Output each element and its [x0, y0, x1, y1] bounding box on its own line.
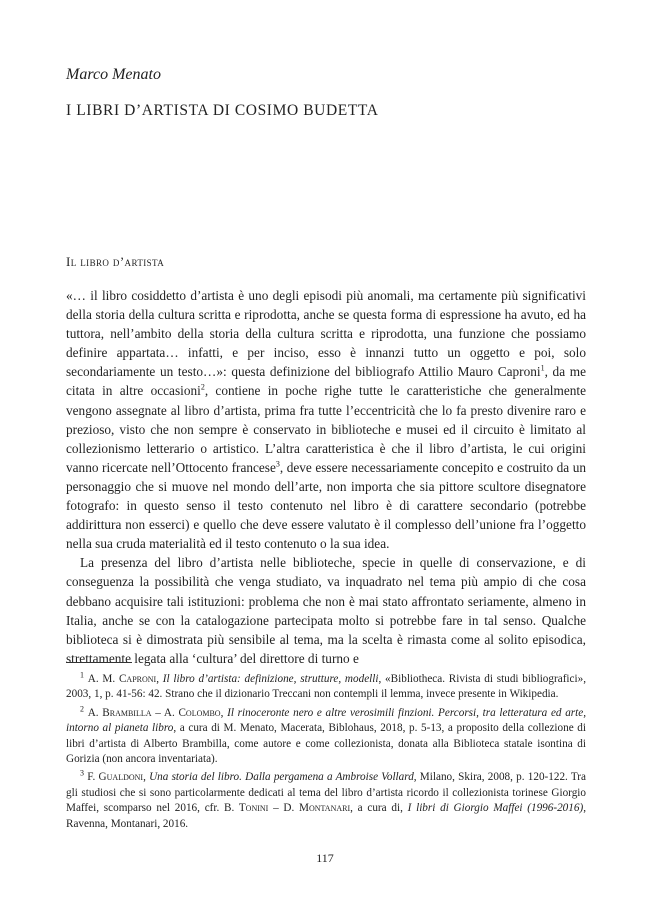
paragraph-2: La presenza del libro d’artista nelle biblioteche, specie in quelle di conservazione, e di conseguenza la possibilità che venga studiato, va inquadrato nel tema più ampio di che cosa debbano acquisire tali istituzioni: problema che non è mai stato affrontato seriamente, almeno in Italia, anche se con la catalogazione partecipata molto si potrebbe fare in tal senso. Qualche biblioteca si è dimostrata più sensibile al tema, ma la scelta è rimasta come al solito episodica, strettamente legata alla ‘cultura’ del direttore di turno e: [66, 555, 586, 666]
article-title: I LIBRI D’ARTISTA DI COSIMO BUDETTA: [66, 102, 379, 119]
footnote-number-3: 3: [80, 768, 84, 778]
footnote-number-2: 2: [80, 704, 84, 714]
footnote-3-title: Una storia del libro. Dalla pergamena a Ambroise Vollard: [149, 771, 414, 784]
paragraph-1-part-c: , contiene in poche righe tutte le caratteristiche che generalmente vengono assegnate al libro d’artista, prima fra tutte l’eccentricità che lo fa presto divenire raro e prezioso, visto che non sempre è conservato in biblioteche e musei ed il circuito è limitato al collezionismo letterario o artistico. L’altra caratteristica è che il libro d’artista, le cui origini vanno ricercate nell’Ottocento francese: [66, 383, 586, 475]
footnote-rule: [66, 662, 132, 663]
footnote-2-author: A. Brambilla – A. Colombo: [87, 706, 221, 719]
footnote-1-rest: , «Bibliotheca. Rivista di studi bibliografici», 2003, 1, p. 41-56: 42. Strano che il dizionario Treccani non contempli il lemma, invece presente in Wikipedia.: [66, 673, 586, 701]
footnotes: [66, 672, 586, 835]
footnote-3-mid-2: , a cura di,: [350, 802, 408, 815]
section-heading: Il libro d’artista: [66, 254, 165, 269]
footnote-1-author: A. M. Caproni: [87, 673, 157, 685]
footnote-3: [66, 770, 586, 832]
footnote-3-sep: ,: [143, 771, 150, 784]
footnote-2-title: Il rinoceronte nero e altre verosimili finzioni. Percorsi, tra letteratura ed arte, intorno al pianeta libro: [66, 706, 587, 735]
footnote-1-sep: ,: [156, 673, 163, 685]
footnote-2: [66, 706, 586, 768]
footnote-ref-3: 3: [275, 459, 280, 469]
footnote-number-1: 1: [80, 670, 84, 680]
footnote-2-sep: ,: [220, 706, 228, 719]
footnote-3-author: F. Gualdoni: [87, 771, 144, 784]
page-number: 117: [316, 851, 334, 865]
paragraph-1-part-a: «… il libro cosiddetto d’artista è uno degli episodi più anomali, ma certamente più significativi della storia della cultura scritta e riprodotta, anche se questa forma di espressione ha avuto, ed ha tuttora, nell’ambito della storia della cultura scritta e riprodotta, una funzione che possiamo definire appartata… infatti, e per inciso, esso è innanzi tutto un oggetto e poi, solo secondariamente un testo…»: questa definizione del bibliografo Attilio Mauro Caproni: [66, 288, 586, 380]
paragraph-1: [66, 286, 586, 553]
footnote-ref-1: 1: [540, 363, 545, 373]
paragraph-1-part-b: , da me citata in altre occasioni: [66, 364, 586, 399]
footnote-1: [66, 672, 586, 703]
paragraph-1-part-d: , deve essere necessariamente concepito e costruito da un personaggio che si muove nel mondo dell’arte, non importa che sia pittore scultore disegnatore fotografo: in questo senso il testo contenuto nel libro è di carattere secondario (potrebbe addirittura non esserci) e quello che deve essere valutato è il complesso dell’unione fra l’oggetto nella sua cruda materialità ed il testo contenuto o la sua idea.: [66, 459, 587, 552]
footnote-3-mid: , Milano, Skira, 2008, p. 120-122. Tra gli studiosi che si sono particolarmente dedicati al tema del libro d’artista ricordo il collezionista torinese Giorgio Maffei, scomparso nel 2016, cfr.: [66, 771, 586, 815]
author-name: Marco Menato: [66, 66, 161, 83]
footnote-3-rest: , Ravenna, Montanari, 2016.: [66, 802, 586, 830]
footnote-ref-2: 2: [200, 383, 205, 393]
footnote-1-title: Il libro d’artista: definizione, strutture, modelli: [162, 673, 379, 685]
footnote-3-title-2: I libri di Giorgio Maffei (1996-2016): [407, 802, 584, 815]
body-text: [66, 286, 586, 668]
footnote-2-rest: , a cura di M. Menato, Macerata, Biblohaus, 2018, p. 5-13, a proposito della collezione di libri d’artista di Alberto Brambilla, come autore e come collezionista, donata alla Biblioteca statale isontina di Gorizia (non ancora inventariata).: [66, 722, 587, 766]
footnote-3-author-2: B. Tonini – D. Montanari: [224, 802, 351, 815]
